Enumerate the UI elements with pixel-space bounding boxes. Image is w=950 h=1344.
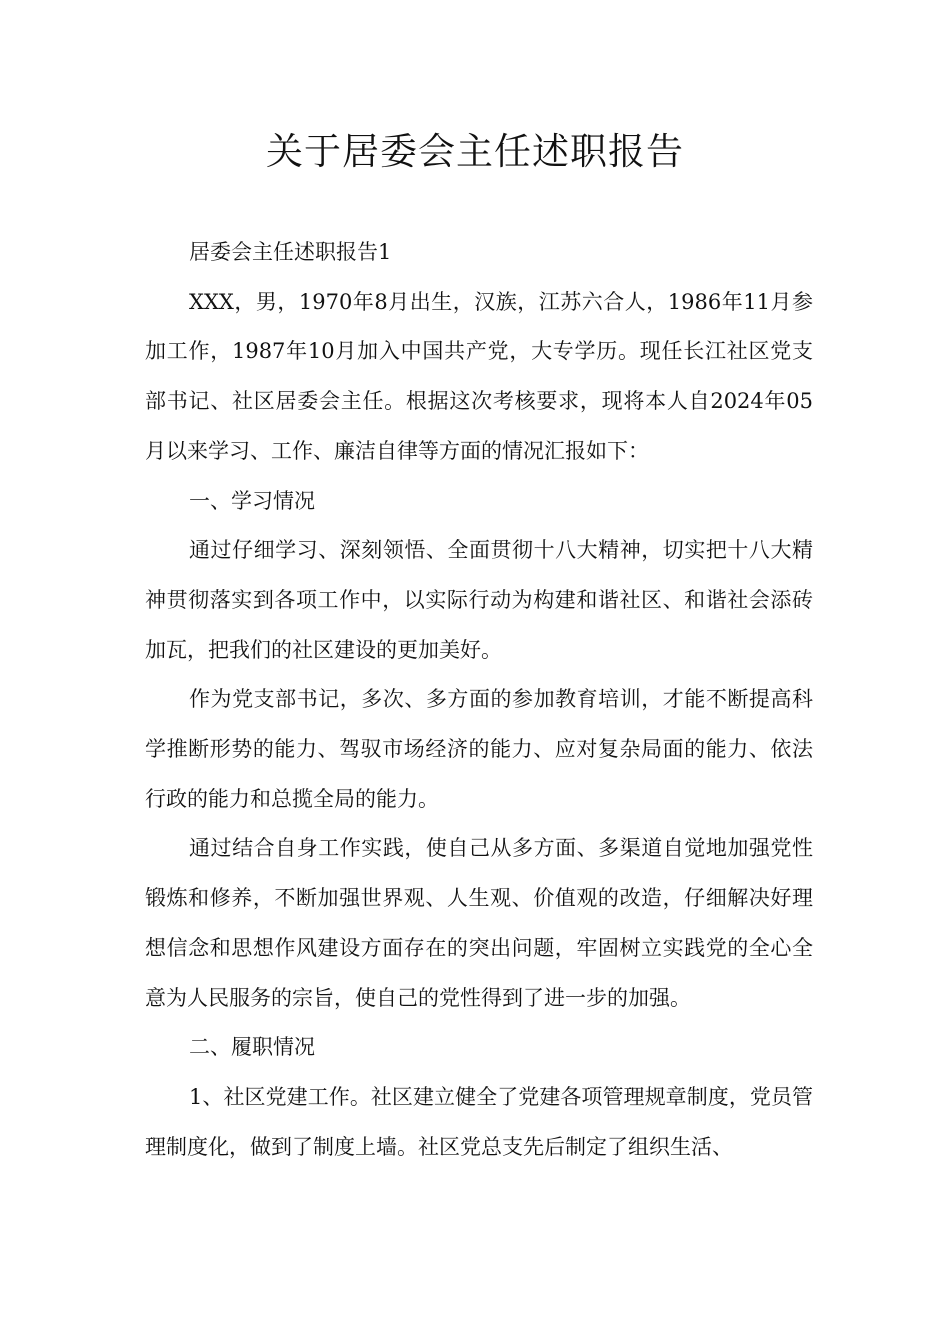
paragraph-personal-info: XXX，男，1970年8月出生，汉族，江苏六合人，1986年11月参加工作，1987年10月加入中国共产党，大专学历。现任长江社区党支部书记、社区居委会主任。根据这次考核要求，现将本人自2024年05月以来学习、工作、廉洁自律等方面的情况汇报如下： [145, 289, 813, 463]
paragraph-duties-1: 1、社区党建工作。社区建立健全了党建各项管理规章制度，党员管理制度化，做到了制度上墙。社区党总支先后制定了组织生活、 [145, 1084, 813, 1159]
document-title: 关于居委会主任述职报告 [266, 130, 684, 173]
paragraph-study-3: 通过结合自身工作实践，使自己从多方面、多渠道自觉地加强党性锻炼和修养，不断加强世界观、人生观、价值观的改造，仔细解决好理想信念和思想作风建设方面存在的突出问题，牢固树立实践党的全心全意为人民服务的宗旨，使自己的党性得到了进一步的加强。 [145, 836, 813, 1010]
section-heading-duties: 二、履职情况 [189, 1035, 315, 1060]
paragraph-study-2: 作为党支部书记，多次、多方面的参加教育培训，才能不断提高科学推断形势的能力、驾驭市场经济的能力、应对复杂局面的能力、依法行政的能力和总揽全局的能力。 [145, 687, 813, 811]
report-subtitle: 居委会主任述职报告1 [189, 240, 392, 264]
paragraph-study-1: 通过仔细学习、深刻领悟、全面贯彻十八大精神，切实把十八大精神贯彻落实到各项工作中，以实际行动为构建和谐社区、和谐社会添砖加瓦，把我们的社区建设的更加美好。 [145, 538, 813, 662]
document-body [145, 228, 813, 1172]
section-heading-study: 一、学习情况 [189, 488, 315, 513]
